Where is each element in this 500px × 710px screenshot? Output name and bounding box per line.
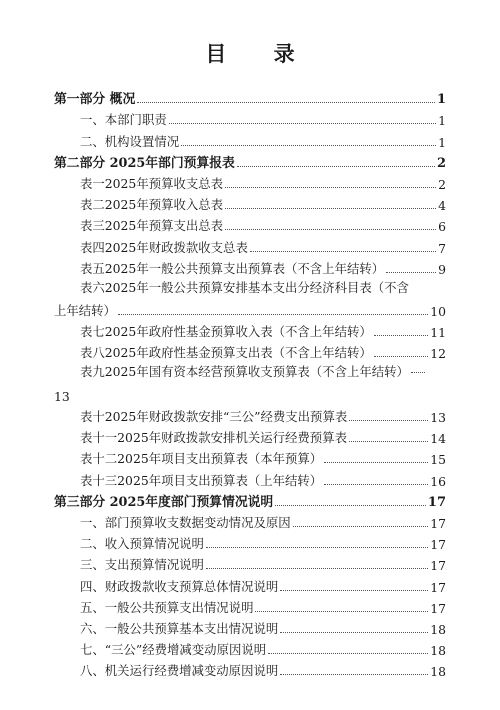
toc-label: 七、“三公”经费增减变动原因说明 <box>80 642 267 658</box>
toc-item[interactable] <box>54 256 446 277</box>
toc-section-3[interactable] <box>54 489 446 510</box>
toc-item[interactable] <box>54 319 446 340</box>
toc-item-wrapped[interactable] <box>54 277 446 319</box>
toc-section-2[interactable] <box>54 150 446 171</box>
toc-item[interactable] <box>54 234 446 255</box>
toc-item[interactable] <box>54 658 446 679</box>
toc-label: 表八2025年政府性基金预算支出表（不含上年结转） <box>80 345 372 361</box>
dot-leader <box>206 568 428 569</box>
dot-leader <box>349 420 428 421</box>
toc-label-continued: 上年结转） <box>54 303 116 319</box>
toc-label: 第三部分 2025年度部门预算情况说明 <box>54 494 274 510</box>
dot-leader <box>181 145 436 146</box>
toc-label: 表十二2025年项目支出预算表（本年预算） <box>80 451 323 467</box>
dot-leader <box>225 187 436 188</box>
toc-page: 17 <box>430 600 446 616</box>
toc-page: 15 <box>430 452 446 468</box>
toc-page: 1 <box>436 92 446 108</box>
toc-item[interactable] <box>54 637 446 658</box>
toc-page: 2 <box>438 176 446 192</box>
toc-item[interactable] <box>54 616 446 637</box>
dot-leader <box>386 272 436 273</box>
toc-page: 18 <box>430 621 446 637</box>
toc-label: 表四2025年财政拨款收支总表 <box>80 239 248 255</box>
toc-item[interactable] <box>54 192 446 213</box>
dot-leader <box>324 462 428 463</box>
dot-leader <box>169 123 436 124</box>
toc-item[interactable] <box>54 128 446 149</box>
toc-item[interactable] <box>54 171 446 192</box>
dot-leader <box>225 229 436 230</box>
toc-label: 三、支出预算情况说明 <box>80 557 204 573</box>
dot-leader <box>411 372 425 373</box>
toc-label: 一、本部门职责 <box>80 112 167 128</box>
toc-page: 11 <box>430 325 446 341</box>
dot-leader <box>374 335 428 336</box>
toc-item[interactable] <box>54 510 446 531</box>
toc-page: 16 <box>430 473 446 489</box>
toc-page: 9 <box>438 261 446 277</box>
toc-item[interactable] <box>54 595 446 616</box>
toc-page: 14 <box>430 431 446 447</box>
dot-leader <box>280 590 428 591</box>
toc-page: 17 <box>430 558 446 574</box>
toc-section-1[interactable] <box>54 86 446 107</box>
toc-page: 10 <box>430 304 446 320</box>
toc-label: 表九2025年国有资本经营预算收支预算表（不含上年结转） <box>80 364 409 380</box>
dot-leader <box>268 653 428 654</box>
dot-leader <box>349 441 428 442</box>
toc-page: 17 <box>427 494 446 510</box>
dot-leader <box>374 356 428 357</box>
toc-item[interactable] <box>54 425 446 446</box>
table-of-contents <box>54 86 446 679</box>
toc-label: 表五2025年一般公共预算支出预算表（不含上年结转） <box>80 260 385 276</box>
toc-label: 表三2025年预算支出总表 <box>80 218 224 234</box>
toc-label: 八、机关运行经费增减变动原因说明 <box>80 663 279 679</box>
toc-label: 二、机构设置情况 <box>80 133 180 149</box>
toc-item[interactable] <box>54 340 446 361</box>
toc-page: 17 <box>430 515 446 531</box>
toc-label: 一、部门预算收支数据变动情况及原因 <box>80 514 291 530</box>
toc-item[interactable] <box>54 213 446 234</box>
toc-label: 五、一般公共预算支出情况说明 <box>80 599 254 615</box>
toc-item[interactable] <box>54 552 446 573</box>
dot-leader <box>237 166 435 167</box>
toc-page: 13 <box>54 388 70 404</box>
toc-label: 表十2025年财政拨款安排“三公”经费支出预算表 <box>80 409 348 425</box>
toc-label: 表二2025年预算收入总表 <box>80 197 224 213</box>
toc-page: 1 <box>438 113 446 129</box>
toc-page: 6 <box>438 219 446 235</box>
page-title: 目 录 <box>205 41 315 66</box>
toc-item-wrapped[interactable] <box>54 361 446 403</box>
toc-label: 表十三2025年项目支出预算表（上年结转） <box>80 472 323 488</box>
dot-leader <box>324 484 428 485</box>
dot-leader <box>275 505 426 506</box>
dot-leader <box>280 674 428 675</box>
toc-label: 第二部分 2025年部门预算报表 <box>54 155 235 171</box>
toc-label: 六、一般公共预算基本支出情况说明 <box>80 620 279 636</box>
toc-page: 2 <box>436 155 446 171</box>
dot-leader <box>280 632 428 633</box>
dot-leader <box>118 314 428 315</box>
toc-page: 18 <box>430 664 446 680</box>
toc-item[interactable] <box>54 446 446 467</box>
toc-item[interactable] <box>54 573 446 594</box>
toc-item[interactable] <box>54 107 446 128</box>
toc-label: 表十一2025年财政拨款安排机关运行经费预算表 <box>80 430 347 446</box>
dot-leader <box>250 251 436 252</box>
toc-page: 1 <box>438 134 446 150</box>
toc-label: 四、财政拨款收支预算总体情况说明 <box>80 578 279 594</box>
dot-leader <box>225 208 436 209</box>
dot-leader <box>137 102 435 103</box>
toc-label: 表一2025年预算收支总表 <box>80 175 224 191</box>
toc-page: 18 <box>430 643 446 659</box>
toc-label: 第一部分 概况 <box>54 92 136 108</box>
toc-page: 7 <box>438 240 446 256</box>
toc-label: 表六2025年一般公共预算安排基本支出分经济科目表（不含 <box>80 279 409 295</box>
dot-leader <box>206 547 428 548</box>
toc-page: 17 <box>430 579 446 595</box>
toc-page: 17 <box>430 537 446 553</box>
toc-page: 13 <box>430 410 446 426</box>
toc-label: 表七2025年政府性基金预算收入表（不含上年结转） <box>80 324 372 340</box>
toc-label: 二、收入预算情况说明 <box>80 536 204 552</box>
toc-page: 4 <box>438 198 446 214</box>
dot-leader <box>293 526 429 527</box>
toc-page: 12 <box>430 346 446 362</box>
toc-item[interactable] <box>54 404 446 425</box>
dot-leader <box>255 611 428 612</box>
toc-item[interactable] <box>54 467 446 488</box>
toc-item[interactable] <box>54 531 446 552</box>
